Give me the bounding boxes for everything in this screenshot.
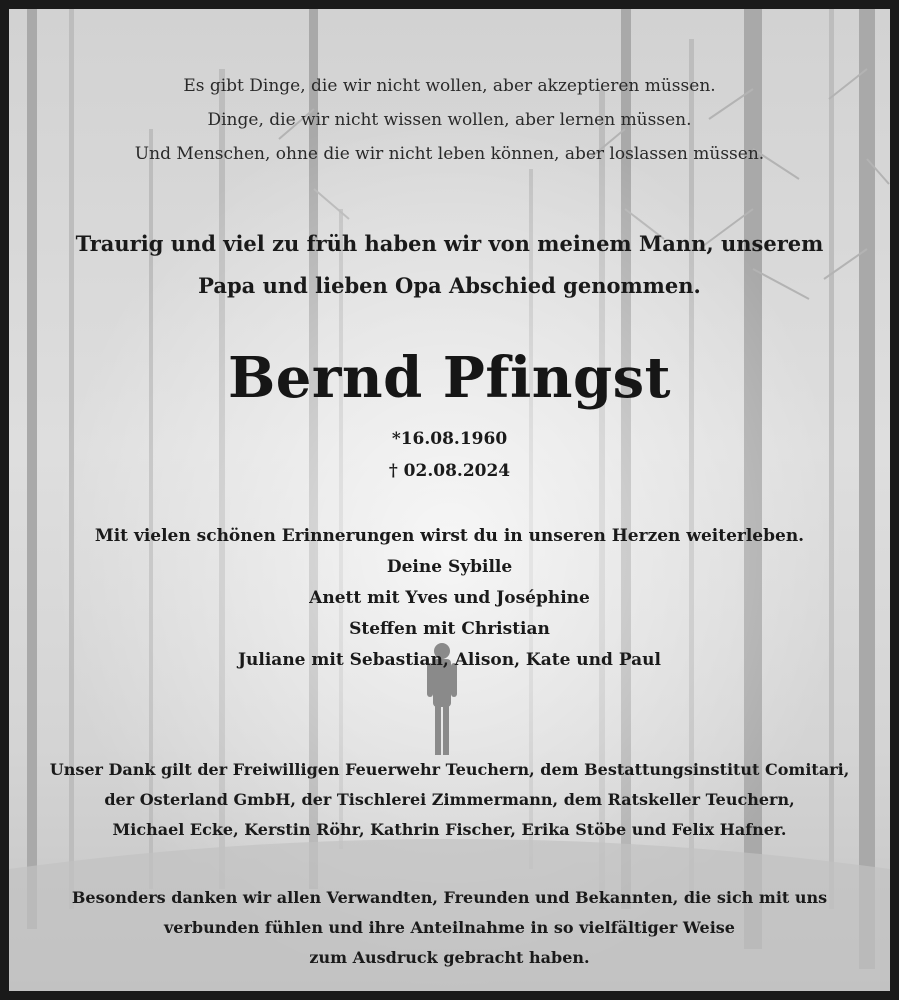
intro-block — [9, 223, 890, 307]
thanks-line: Michael Ecke, Kerstin Röhr, Kathrin Fischer, Erika Stöbe und Felix Hafner. — [112, 820, 787, 839]
quote-line: Es gibt Dinge, die wir nicht wollen, aber akzeptieren müssen. — [183, 76, 716, 96]
birth-date: *16.08.1960 — [391, 429, 508, 449]
quote-line: Dinge, die wir nicht wissen wollen, aber lernen müssen. — [207, 110, 692, 130]
dates-block — [9, 423, 890, 487]
memory-line: Mit vielen schönen Erinnerungen wirst du in unseren Herzen weiterleben. — [94, 526, 805, 546]
family-member: Juliane mit Sebastian, Alison, Kate und Paul — [237, 650, 661, 670]
death-date: † 02.08.2024 — [388, 461, 511, 481]
quote-line: Und Menschen, ohne die wir nicht leben können, aber loslassen müssen. — [134, 144, 765, 164]
family-block — [9, 521, 890, 676]
intro-line: Traurig und viel zu früh haben wir von meinem Mann, unserem — [75, 231, 824, 256]
intro-line: Papa und lieben Opa Abschied genommen. — [198, 273, 701, 298]
family-member: Steffen mit Christian — [349, 619, 550, 639]
thanks-line: zum Ausdruck gebracht haben. — [309, 948, 590, 967]
quote-block — [9, 69, 890, 171]
thanks-line: Unser Dank gilt der Freiwilligen Feuerwehr Teuchern, dem Bestattungsinstitut Comitari, — [49, 760, 850, 779]
thanks-line: der Osterland GmbH, der Tischlerei Zimmermann, dem Ratskeller Teuchern, — [104, 790, 795, 809]
deceased-name: Bernd Pfingst — [227, 345, 672, 411]
thanks-line: Besonders danken wir allen Verwandten, Freunden und Bekannten, die sich mit uns — [71, 888, 828, 907]
thanks-block-2 — [9, 883, 890, 973]
family-member: Deine Sybille — [386, 557, 513, 577]
family-member: Anett mit Yves und Joséphine — [309, 588, 590, 608]
thanks-block-1 — [9, 755, 890, 845]
thanks-line: verbunden fühlen und ihre Anteilnahme in so vielfältiger Weise — [164, 918, 735, 937]
